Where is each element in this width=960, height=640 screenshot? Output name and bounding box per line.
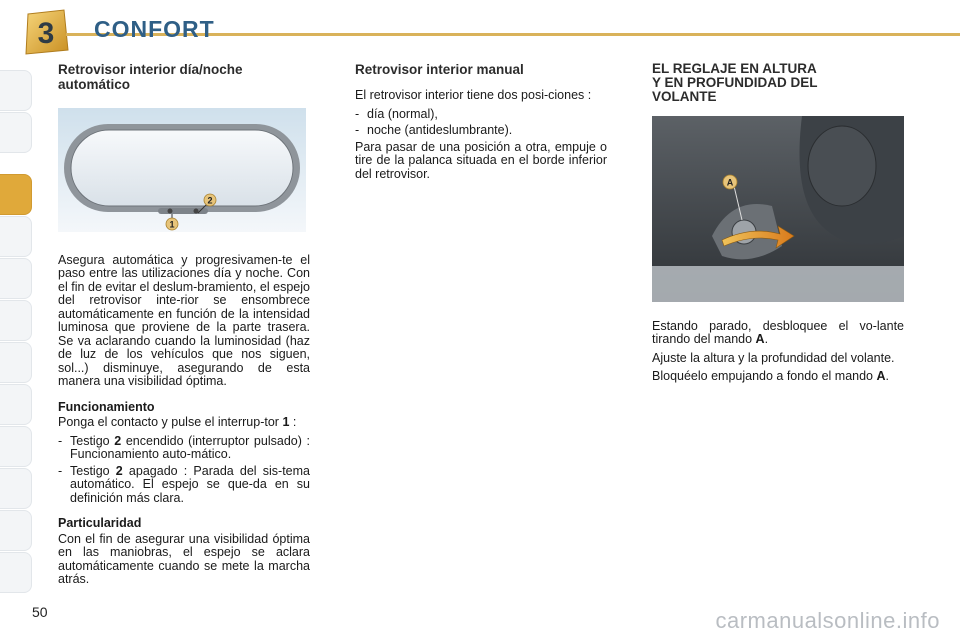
- chapter-number: 3: [37, 17, 55, 50]
- column-auto-mirror: [58, 62, 310, 592]
- section-title-auto-mirror: Retrovisor interior día/noche automático: [58, 62, 243, 92]
- side-tab[interactable]: [0, 300, 32, 341]
- steering-text-2: Ajuste la altura y la profundidad del volante.: [652, 350, 895, 365]
- figure-label-1: 1: [169, 219, 175, 230]
- chapter-title: CONFORT: [94, 16, 215, 42]
- figure-label-a: A: [726, 177, 734, 188]
- side-tab[interactable]: [0, 216, 32, 257]
- side-tab[interactable]: [0, 258, 32, 299]
- manual-mirror-text: Para pasar de una posición a otra, empuje o tire de la palanca situada en el borde inferior del retrovisor.: [355, 139, 607, 181]
- manual-mirror-intro: El retrovisor interior tiene dos posi-ciones :: [355, 88, 592, 102]
- figure-label-2: 2: [207, 195, 213, 206]
- rearview-mirror-illustration: [58, 108, 306, 232]
- auto-mirror-figure: [58, 104, 310, 236]
- section-title-steering: EL REGLAJE EN ALTURA Y EN PROFUNDIDAD DEL VOLANTE: [652, 61, 818, 104]
- chapter-badge: [20, 8, 72, 58]
- funcionamiento-text: Ponga el contacto y pulse el interrup-tor 1 :: [58, 415, 297, 429]
- list-item: - noche (antideslumbrante).: [355, 123, 513, 137]
- section-title-manual-mirror: Retrovisor interior manual: [355, 62, 524, 77]
- heading-particularidad: Particularidad: [58, 516, 142, 530]
- steering-column-illustration: [652, 116, 904, 302]
- side-tab[interactable]: [0, 552, 32, 593]
- side-tab[interactable]: [0, 426, 32, 467]
- side-tab[interactable]: [0, 70, 32, 111]
- side-tab-active[interactable]: [0, 174, 32, 215]
- steering-text-1: Estando parado, desbloquee el vo-lante tirando del mando A.: [652, 318, 904, 346]
- column-steering-adjust: [652, 62, 904, 389]
- list-item: - Testigo 2 apagado : Parada del sis-tema automático. El espejo se que-da en su definición más clara.: [58, 463, 310, 505]
- side-tab[interactable]: [0, 112, 32, 153]
- watermark: carmanualsonline.info: [715, 608, 940, 633]
- side-tab[interactable]: [0, 468, 32, 509]
- side-tab[interactable]: [0, 510, 32, 551]
- list-item: - día (normal),: [355, 106, 438, 121]
- heading-funcionamiento: Funcionamiento: [58, 399, 155, 414]
- side-tab[interactable]: [0, 342, 32, 383]
- column-manual-mirror: [355, 62, 607, 186]
- steering-text-3: Bloquéelo empujando a fondo el mando A.: [652, 369, 889, 383]
- side-tab[interactable]: [0, 384, 32, 425]
- list-item: - Testigo 2 encendido (interruptor pulsado) : Funcionamiento auto-mático.: [58, 433, 310, 461]
- auto-mirror-description: Asegura automática y progresivamen-te el paso entre las utilizaciones día y noche. Con el fin de evitar el deslum-bramiento, el espejo del retrovisor inte-rior se ensombrece automáticamente en función de la intensidad luminosa que proviene de la parte trasera. Se va aclarando cuando la luminosidad (haz de luz de los vehículos que nos siguen, sol...) disminuye, asegurando de esta manera una visibilidad óptima.: [58, 252, 310, 388]
- particularidad-text: Con el fin de asegurar una visibilidad óptima en las maniobras, el espejo se aclara automáticamente cuando se mete la marcha atrás.: [58, 531, 310, 586]
- page-number: 50: [32, 604, 48, 620]
